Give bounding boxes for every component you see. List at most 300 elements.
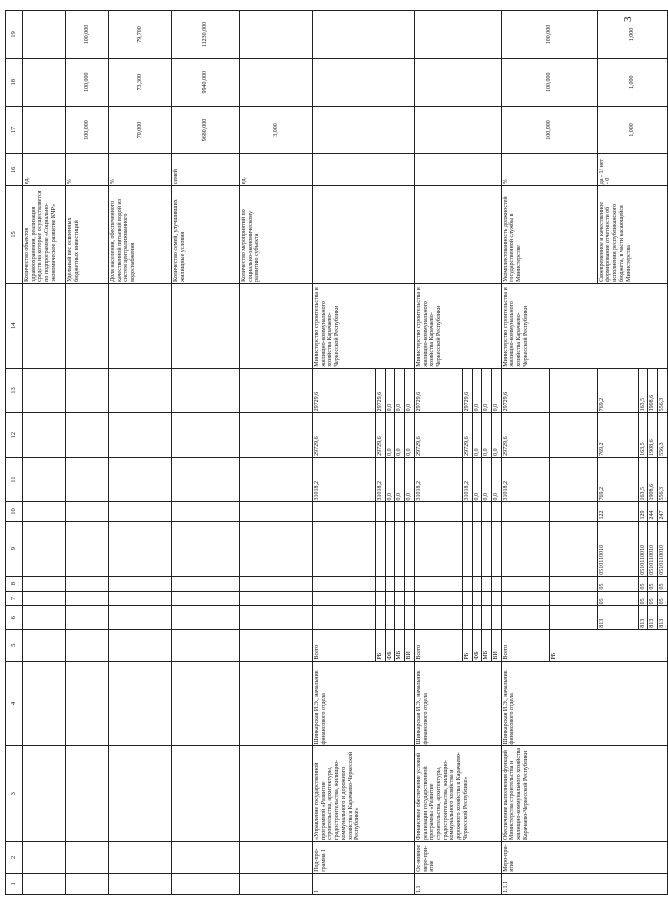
column-number: 17 bbox=[6, 106, 23, 154]
empty-cell bbox=[23, 502, 66, 521]
empty-cell bbox=[405, 591, 415, 606]
column-number: 10 bbox=[6, 502, 23, 521]
indicator-name: Количество мероприятий по социально-экономическому развитию субъекта bbox=[240, 186, 313, 284]
amount: 0,0 bbox=[405, 457, 415, 502]
empty-cell bbox=[492, 521, 502, 576]
empty-cell bbox=[414, 606, 462, 629]
amount: 0,0 bbox=[395, 413, 405, 458]
unit: % bbox=[501, 154, 597, 186]
empty-cell bbox=[313, 154, 415, 186]
table-row bbox=[172, 11, 240, 895]
empty-cell bbox=[66, 283, 109, 368]
empty-cell bbox=[172, 368, 240, 413]
column-number: 19 bbox=[6, 11, 23, 59]
amount: 556,3 bbox=[658, 457, 668, 502]
amount: 0,0 bbox=[492, 413, 502, 458]
budget-code: 0510110010 bbox=[658, 521, 668, 576]
funding-source: ФБ bbox=[472, 629, 482, 661]
amount: 0,0 bbox=[492, 368, 502, 413]
budget-code: 05 bbox=[597, 591, 638, 606]
column-number: 13 bbox=[6, 368, 23, 413]
amount: 0,0 bbox=[472, 368, 482, 413]
budget-code: 813 bbox=[648, 606, 658, 629]
empty-cell bbox=[501, 576, 549, 591]
column-number: 16 bbox=[6, 154, 23, 186]
value: 73,300 bbox=[109, 58, 172, 106]
amount: 29729,6 bbox=[501, 368, 549, 413]
unit: ед. bbox=[23, 154, 66, 186]
empty-cell bbox=[549, 502, 597, 521]
empty-cell bbox=[472, 502, 482, 521]
amount: 0,0 bbox=[492, 457, 502, 502]
empty-cell bbox=[109, 457, 172, 502]
budget-code: 0510110010 bbox=[648, 521, 658, 576]
budget-code: 05 bbox=[648, 576, 658, 591]
responsible: Шинкарская И.Э., начальник финансового отдела bbox=[313, 661, 415, 746]
funding-source: РБ bbox=[549, 629, 667, 661]
page-number: 3 bbox=[622, 16, 634, 22]
empty-cell bbox=[395, 502, 405, 521]
empty-cell bbox=[501, 521, 549, 576]
unit: % bbox=[66, 154, 109, 186]
empty-cell bbox=[549, 368, 597, 413]
budget-code: 813 bbox=[658, 606, 668, 629]
budget-code: 122 bbox=[597, 502, 638, 521]
column-number: 9 bbox=[6, 521, 23, 576]
amount: 29729,6 bbox=[313, 368, 376, 413]
column-number: 15 bbox=[6, 186, 23, 284]
empty-cell bbox=[549, 457, 597, 502]
empty-cell bbox=[240, 502, 313, 521]
empty-cell bbox=[172, 457, 240, 502]
empty-cell bbox=[23, 283, 66, 368]
empty-cell bbox=[492, 576, 502, 591]
empty-cell bbox=[395, 576, 405, 591]
empty-cell bbox=[395, 591, 405, 606]
amount: 31018,2 bbox=[462, 457, 472, 502]
empty-cell bbox=[23, 873, 66, 894]
empty-cell bbox=[414, 521, 462, 576]
amount: 769,2 bbox=[597, 413, 638, 458]
empty-cell bbox=[109, 368, 172, 413]
row-type: Меро-при-ятие bbox=[501, 841, 667, 873]
empty-cell bbox=[109, 873, 172, 894]
empty-cell bbox=[66, 521, 109, 576]
empty-cell bbox=[172, 413, 240, 458]
amount: 0,0 bbox=[482, 413, 492, 458]
empty-cell bbox=[549, 606, 597, 629]
empty-cell bbox=[482, 606, 492, 629]
empty-cell bbox=[172, 283, 240, 368]
empty-cell bbox=[313, 11, 415, 59]
amount: 0,0 bbox=[395, 457, 405, 502]
empty-cell bbox=[240, 661, 313, 746]
amount: 0,0 bbox=[482, 368, 492, 413]
empty-cell bbox=[405, 606, 415, 629]
amount: 0,0 bbox=[405, 368, 415, 413]
value: 9940,000 bbox=[172, 58, 240, 106]
empty-cell bbox=[172, 576, 240, 591]
table-row bbox=[313, 11, 376, 895]
value: 70,000 bbox=[109, 106, 172, 154]
amount: 31018,2 bbox=[414, 457, 462, 502]
amount: 29729,6 bbox=[313, 413, 376, 458]
program-name: Обеспечение выполнения функций Министерства строительства и жилищно-коммунального хозяйства Карачаево-Черкесской Республики bbox=[501, 746, 667, 842]
budget-code: 05 bbox=[658, 576, 668, 591]
table-row bbox=[414, 11, 462, 895]
amount: 29729,6 bbox=[414, 368, 462, 413]
amount: 1908,6 bbox=[648, 413, 658, 458]
empty-cell bbox=[472, 606, 482, 629]
amount: 0,0 bbox=[395, 368, 405, 413]
budget-code: 0510110010 bbox=[638, 521, 648, 576]
value: 79,700 bbox=[109, 11, 172, 59]
funding-source: РБ bbox=[462, 629, 472, 661]
amount: 29729,6 bbox=[501, 413, 549, 458]
value: 100,000 bbox=[66, 58, 109, 106]
amount: 29729,6 bbox=[414, 413, 462, 458]
amount: 163,5 bbox=[638, 457, 648, 502]
empty-cell bbox=[385, 591, 395, 606]
empty-cell bbox=[501, 606, 549, 629]
empty-cell bbox=[414, 58, 501, 106]
value bbox=[240, 11, 313, 59]
amount: 29729,6 bbox=[376, 368, 386, 413]
budget-code: 813 bbox=[597, 606, 638, 629]
empty-cell bbox=[240, 576, 313, 591]
empty-cell bbox=[376, 502, 386, 521]
amount: 31018,2 bbox=[313, 457, 376, 502]
empty-cell bbox=[462, 576, 472, 591]
empty-cell bbox=[482, 502, 492, 521]
empty-cell bbox=[462, 502, 472, 521]
empty-cell bbox=[376, 591, 386, 606]
empty-cell bbox=[66, 661, 109, 746]
value: 100,000 bbox=[501, 106, 597, 154]
column-number: 2 bbox=[6, 841, 23, 873]
empty-cell bbox=[462, 521, 472, 576]
empty-cell bbox=[66, 457, 109, 502]
unit: да - 1/ нет - 0 bbox=[597, 154, 667, 186]
empty-cell bbox=[549, 576, 597, 591]
empty-cell bbox=[313, 576, 376, 591]
indicator-name: Количество объектов здравоохранения, реализация средств на которые осуществляется по подпрограмме «Социально-экономическое развитие КЧР» bbox=[23, 186, 66, 284]
empty-cell bbox=[66, 502, 109, 521]
row-type: Ос-новное меро-при-ятие bbox=[414, 841, 501, 873]
amount: 0,0 bbox=[385, 368, 395, 413]
funding-source: ВИ bbox=[492, 629, 502, 661]
amount: 31018,2 bbox=[501, 457, 549, 502]
table-row bbox=[66, 11, 109, 895]
empty-cell bbox=[240, 413, 313, 458]
table-row bbox=[240, 11, 313, 895]
empty-cell bbox=[492, 606, 502, 629]
amount: 769,2 bbox=[597, 457, 638, 502]
amount: 0,0 bbox=[385, 457, 395, 502]
empty-cell bbox=[385, 606, 395, 629]
empty-cell bbox=[462, 591, 472, 606]
empty-cell bbox=[66, 413, 109, 458]
value bbox=[240, 58, 313, 106]
table-row bbox=[6, 11, 23, 895]
empty-cell bbox=[66, 591, 109, 606]
column-number: 18 bbox=[6, 58, 23, 106]
amount: 1908,6 bbox=[648, 368, 658, 413]
empty-cell bbox=[23, 457, 66, 502]
column-number: 11 bbox=[6, 457, 23, 502]
empty-cell bbox=[313, 186, 415, 284]
funding-source: ФБ bbox=[385, 629, 395, 661]
empty-cell bbox=[23, 413, 66, 458]
empty-cell bbox=[240, 629, 313, 661]
empty-cell bbox=[66, 746, 109, 842]
empty-cell bbox=[492, 502, 502, 521]
empty-cell bbox=[23, 629, 66, 661]
amount: 29729,6 bbox=[462, 368, 472, 413]
empty-cell bbox=[414, 154, 501, 186]
budget-code: 813 bbox=[638, 606, 648, 629]
empty-cell bbox=[549, 591, 597, 606]
empty-cell bbox=[109, 661, 172, 746]
empty-cell bbox=[109, 576, 172, 591]
empty-cell bbox=[482, 576, 492, 591]
value bbox=[23, 11, 66, 59]
funding-source: Всего bbox=[414, 629, 462, 661]
value: 1,000 bbox=[597, 58, 667, 106]
column-number: 5 bbox=[6, 629, 23, 661]
empty-cell bbox=[385, 576, 395, 591]
empty-cell bbox=[240, 606, 313, 629]
amount: 0,0 bbox=[405, 413, 415, 458]
empty-cell bbox=[395, 606, 405, 629]
empty-cell bbox=[240, 591, 313, 606]
indicator-name: Своевременное и качественное формирование отчетности об исполнении республиканского бюджета, в части касающейся Министерства bbox=[597, 186, 667, 284]
row-number: 1 bbox=[313, 873, 415, 894]
empty-cell bbox=[172, 746, 240, 842]
empty-cell bbox=[414, 591, 462, 606]
empty-cell bbox=[395, 521, 405, 576]
empty-cell bbox=[549, 413, 597, 458]
empty-cell bbox=[109, 591, 172, 606]
empty-cell bbox=[23, 576, 66, 591]
empty-cell bbox=[385, 521, 395, 576]
empty-cell bbox=[172, 873, 240, 894]
program-name: «Управление государственной программой «Развитие строительства, архитектуры, градостроительства, жилищно-коммунального и дорожного хозяйства в Карачаево-Черкесской Республике» bbox=[313, 746, 415, 842]
empty-cell bbox=[172, 502, 240, 521]
amount: 163,5 bbox=[638, 413, 648, 458]
empty-cell bbox=[66, 873, 109, 894]
budget-code: 05 bbox=[638, 576, 648, 591]
value: 100,000 bbox=[66, 106, 109, 154]
empty-cell bbox=[482, 591, 492, 606]
empty-cell bbox=[66, 368, 109, 413]
responsible: Шинкарская И.Э., начальник финансового отдела bbox=[501, 661, 667, 746]
funding-source: МБ bbox=[395, 629, 405, 661]
amount: 0,0 bbox=[385, 413, 395, 458]
empty-cell bbox=[313, 106, 415, 154]
empty-cell bbox=[240, 457, 313, 502]
empty-cell bbox=[172, 606, 240, 629]
empty-cell bbox=[109, 746, 172, 842]
value: 1,000 bbox=[597, 11, 667, 59]
budget-code: 247 bbox=[658, 502, 668, 521]
empty-cell bbox=[172, 661, 240, 746]
table-row bbox=[109, 11, 172, 895]
empty-cell bbox=[405, 521, 415, 576]
column-number: 8 bbox=[6, 576, 23, 591]
empty-cell bbox=[414, 186, 501, 284]
empty-cell bbox=[240, 521, 313, 576]
empty-cell bbox=[172, 591, 240, 606]
indicator-name: Укомплектованность должностей государственной службы в Министерстве bbox=[501, 186, 597, 284]
empty-cell bbox=[414, 106, 501, 154]
column-number: 1 bbox=[6, 873, 23, 894]
value: 9680,000 bbox=[172, 106, 240, 154]
empty-cell bbox=[414, 11, 501, 59]
row-type: Под-про-грамма 1 bbox=[313, 841, 415, 873]
column-number: 4 bbox=[6, 661, 23, 746]
program-table bbox=[5, 10, 668, 895]
value: 100,000 bbox=[66, 11, 109, 59]
empty-cell bbox=[240, 283, 313, 368]
empty-cell bbox=[240, 368, 313, 413]
empty-cell bbox=[66, 606, 109, 629]
empty-cell bbox=[501, 502, 549, 521]
empty-cell bbox=[549, 521, 597, 576]
empty-cell bbox=[376, 521, 386, 576]
empty-cell bbox=[172, 629, 240, 661]
amount: 556,3 bbox=[658, 368, 668, 413]
empty-cell bbox=[405, 576, 415, 591]
empty-cell bbox=[109, 629, 172, 661]
value: 1,000 bbox=[597, 106, 667, 154]
empty-cell bbox=[482, 521, 492, 576]
empty-cell bbox=[313, 58, 415, 106]
table-row bbox=[23, 11, 66, 895]
empty-cell bbox=[172, 841, 240, 873]
funding-source: МБ bbox=[482, 629, 492, 661]
indicator-name: Доля населения, обеспеченного качественной питьевой водой из систем централизованного водоснабжения bbox=[109, 186, 172, 284]
row-number: 1.1 bbox=[414, 873, 501, 894]
value: 100,000 bbox=[501, 58, 597, 106]
empty-cell bbox=[501, 591, 549, 606]
amount: 1908,6 bbox=[648, 457, 658, 502]
empty-cell bbox=[376, 606, 386, 629]
value: 3,000 bbox=[240, 106, 313, 154]
executor: Министерство строительства и жилищно-коммунального хозяйства Карачаево-Черкесской Республики bbox=[313, 283, 415, 368]
amount: 0,0 bbox=[472, 413, 482, 458]
empty-cell bbox=[472, 576, 482, 591]
empty-cell bbox=[240, 841, 313, 873]
empty-cell bbox=[109, 841, 172, 873]
empty-cell bbox=[313, 521, 376, 576]
empty-cell bbox=[240, 873, 313, 894]
amount: 31018,2 bbox=[376, 457, 386, 502]
budget-code: 129 bbox=[638, 502, 648, 521]
empty-cell bbox=[23, 746, 66, 842]
empty-cell bbox=[109, 413, 172, 458]
unit: семей bbox=[172, 154, 240, 186]
empty-cell bbox=[414, 502, 462, 521]
amount: 29729,6 bbox=[462, 413, 472, 458]
budget-code: 05 bbox=[638, 591, 648, 606]
column-number: 7 bbox=[6, 591, 23, 606]
empty-cell bbox=[472, 521, 482, 576]
column-number: 6 bbox=[6, 606, 23, 629]
empty-cell bbox=[66, 629, 109, 661]
budget-code: 244 bbox=[648, 502, 658, 521]
empty-cell bbox=[313, 502, 376, 521]
funding-source: ВИ bbox=[405, 629, 415, 661]
column-number: 12 bbox=[6, 413, 23, 458]
executor: Министерство строительства и жилищно-коммунального хозяйства Карачаево-Черкесской Республики bbox=[414, 283, 501, 368]
executor: Министерство строительства и жилищно-коммунального хозяйства Карачаево-Черкесской Республики bbox=[501, 283, 667, 368]
amount: 0,0 bbox=[472, 457, 482, 502]
empty-cell bbox=[492, 591, 502, 606]
amount: 163,5 bbox=[638, 368, 648, 413]
amount: 769,2 bbox=[597, 368, 638, 413]
responsible: Шинкарская И.Э., начальник финансового отдела bbox=[414, 661, 501, 746]
unit: % bbox=[109, 154, 172, 186]
value: 11230,000 bbox=[172, 11, 240, 59]
empty-cell bbox=[109, 521, 172, 576]
empty-cell bbox=[376, 576, 386, 591]
amount: 556,3 bbox=[658, 413, 668, 458]
indicator-name: Удельный вес освоенных бюджетных инвестиций bbox=[66, 186, 109, 284]
empty-cell bbox=[23, 368, 66, 413]
empty-cell bbox=[172, 521, 240, 576]
empty-cell bbox=[23, 591, 66, 606]
row-number: 1.1.1 bbox=[501, 873, 667, 894]
budget-code: 05 bbox=[597, 576, 638, 591]
funding-source: Всего bbox=[501, 629, 549, 661]
empty-cell bbox=[405, 502, 415, 521]
column-number: 14 bbox=[6, 283, 23, 368]
budget-code: 0510110010 bbox=[597, 521, 638, 576]
funding-source: РБ bbox=[376, 629, 386, 661]
empty-cell bbox=[414, 576, 462, 591]
empty-cell bbox=[240, 746, 313, 842]
column-number: 3 bbox=[6, 746, 23, 842]
empty-cell bbox=[23, 841, 66, 873]
empty-cell bbox=[109, 502, 172, 521]
funding-source: Всего bbox=[313, 629, 376, 661]
empty-cell bbox=[109, 283, 172, 368]
budget-code: 05 bbox=[658, 591, 668, 606]
empty-cell bbox=[66, 576, 109, 591]
empty-cell bbox=[472, 591, 482, 606]
empty-cell bbox=[462, 606, 472, 629]
amount: 0,0 bbox=[482, 457, 492, 502]
empty-cell bbox=[23, 606, 66, 629]
amount: 29729,6 bbox=[376, 413, 386, 458]
empty-cell bbox=[313, 606, 376, 629]
program-name: Финансовое обеспечение условий реализации государственной программы «Развитие строительства, архитектуры, градостроительства, жилищно-коммунального хозяйства и дорожного хозяйства в Карачаево-Черкесской Республике» bbox=[414, 746, 501, 842]
unit: ед. bbox=[240, 154, 313, 186]
table-row bbox=[501, 11, 549, 895]
empty-cell bbox=[23, 661, 66, 746]
value bbox=[23, 58, 66, 106]
empty-cell bbox=[109, 606, 172, 629]
value: 100,000 bbox=[501, 11, 597, 59]
empty-cell bbox=[313, 591, 376, 606]
budget-code: 05 bbox=[648, 591, 658, 606]
indicator-name: Количество семей, улучшивших жилищные условия bbox=[172, 186, 240, 284]
empty-cell bbox=[66, 841, 109, 873]
empty-cell bbox=[385, 502, 395, 521]
rotated-page bbox=[5, 10, 666, 895]
empty-cell bbox=[23, 521, 66, 576]
